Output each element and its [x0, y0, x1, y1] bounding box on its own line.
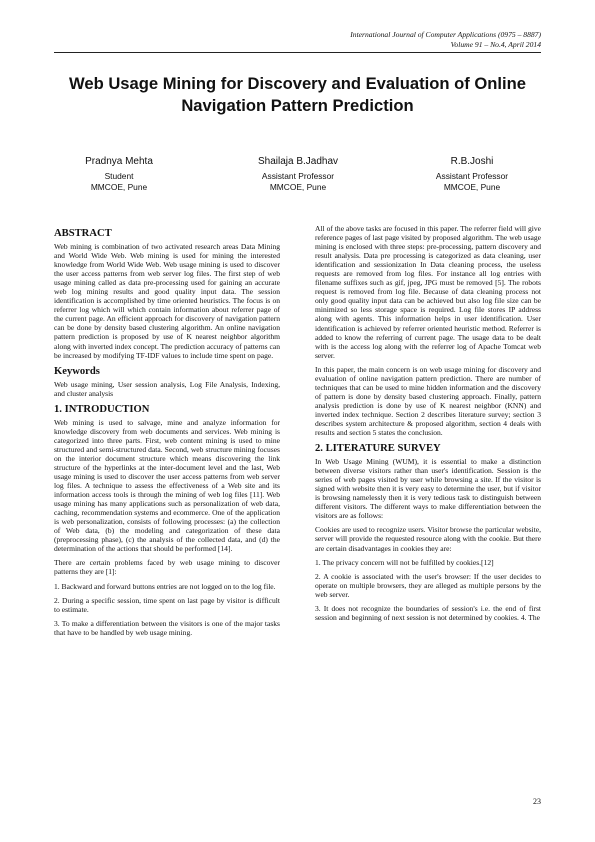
author-1: [34, 156, 204, 193]
author-3: [387, 156, 557, 193]
header-divider: [54, 52, 541, 53]
right-column: [315, 224, 541, 627]
journal-volume: Volume 91 – No.4, April 2014: [450, 39, 541, 49]
author-affiliation: MMCOE, Pune: [269, 182, 327, 192]
abstract-text: Web mining is combination of two activated research areas Data Mining and World Wide Web. Web mining is used for mining the interested knowledge from World Wide Web. Web usage mining is used to discover the user access patterns from web server log files. The first step of web usage mining called as data pre-processing used for gaining an accurate web log mining results and good quality input data. The session identification is accomplished by time oriented heuristics. The focus is on referrer log which will which contain information about referrer page of the current page. An efficient approach for discovery of navigation pattern can be done by density based clustering algorithm. An online navigation pattern prediction is proposed by use of K nearest neighbor algorithm along with inverted index concept. The prediction accuracy of patterns can be increased by modifying TF-IDF values to include time spent on page.: [54, 242, 280, 360]
journal-name: International Journal of Computer Applications (0975 – 8887): [350, 30, 541, 39]
intro-paragraph-1: Web mining is used to salvage, mine and analyze information for knowledge discovery from web documents and services. Web mining is categorized into three parts. First, web content mining is used to mine structured and semi-structured data. Second, web structure mining focuses on the interior document structure which means discovering the link structure of the hyperlinks at the inter-document level and the last, Web usage mining is used to discover the user access patterns from web server log files. A technique to assess the effectiveness of a Web site and its information access tools is through the mining of web log files [11]. Web usage mining has many applications such as personalization of web data, caching, recommendation systems and ecommerce. One of the application is web personalization, consists of following processes: (a) the collection of Web data, (b) the modeling and categorization of these data (preprocessing phase), (c) the analysis of the collected data, and (d) the determination of the actions that should be performed [14].: [54, 417, 280, 554]
abstract-heading: ABSTRACT: [54, 228, 112, 239]
survey-paragraph-1: In Web Usage Mining (WUM), it is essential to make a distinction between diverse visitors rather than user's identification. Session is the series of web pages visited by user while browsing a site. If the visitor is signed with website then it is very easy to determine the user, but if visitor is browsing namelessly then it is very tedious task to distinguish between different visitors. The different ways to make differentiation between the visitors are as follows:: [315, 457, 541, 521]
author-affiliation: MMCOE, Pune: [90, 182, 148, 192]
intro-paragraph-2: There are certain problems faced by web usage mining to discover patterns they are [1]:: [54, 558, 280, 577]
literature-survey-heading: 2. LITERATURE SURVEY: [315, 443, 441, 455]
author-affiliation: MMCOE, Pune: [443, 182, 501, 192]
body-paragraph-1: All of the above tasks are focused in this paper. The referrer field will give reference pages of last page visited by proposed algorithm. The web usage mining is enclosed with three steps: pre-processing, pattern discovery and result analysis. Data pre processing is categorized as data cleaning, user identification and sessionization In Data cleaning process, the useless requests are removed from log files. For instance all log entries with filename suffixes such as gif, jpeg, JPG must be removed [5]. The robots request is removed from log file. Because of data cleaning process not only good quality input data can be achieved but also log file size can be minimized so less storage space is required. Log file stores IP address along with agents. This information helps in user identification. User identification is achieved by referrer oriented heuristic method. Referrer is added to know the referring of current page. The usage data to be dealt with is the access log along with the referrer log of Apache Tomcat web server.: [315, 224, 541, 360]
cookie-issue-1: 1. The privacy concern will not be fulfilled by cookies.[12]: [315, 557, 494, 567]
intro-problem-1: 1. Backward and forward buttons entries are not logged on to the log file.: [54, 581, 276, 591]
keywords-heading: Keywords: [54, 365, 100, 377]
keywords-text: Web usage mining, User session analysis, Log File Analysis, Indexing, and cluster analysis: [54, 379, 280, 398]
left-column: [54, 228, 280, 642]
author-role: Assistant Professor: [435, 171, 509, 181]
author-name: R.B.Joshi: [450, 156, 494, 167]
cookie-issue-3: 3. It does not recognize the boundaries of session's i.e. the end of first session and beginning of next session is not determined by cookies. 4. The: [315, 603, 541, 622]
author-name: Pradnya Mehta: [85, 156, 153, 167]
author-role: Assistant Professor: [261, 171, 335, 181]
body-paragraph-2: In this paper, the main concern is on web usage mining for discovery and evaluation of online navigation pattern prediction. There are number of techniques that can be used to mine hidden information and the discovery of pattern is done by density based clustering approach. Finally, pattern analysis prediction is done by use of K nearest neighbor (KNN) and inverted index technique. Section 2 describes literature survey; section 3 describes system architecture & proposed algorithm, section 4 deals with results and section 5 states the conclusion.: [315, 364, 541, 438]
author-2: [213, 156, 383, 193]
author-name: Shailaja B.Jadhav: [257, 156, 339, 167]
intro-problem-3: 3. To make a differentiation between the visitors is one of the major tasks that have to be handled by web usage mining.: [54, 618, 280, 637]
survey-paragraph-2: Cookies are used to recognize users. Visitor browse the particular website, server will provide the requested resource along with the cookie. But there are certain disadvantages in cookies they are:: [315, 525, 541, 553]
journal-header: [350, 30, 541, 49]
author-role: Student: [104, 171, 134, 181]
cookie-issue-2: 2. A cookie is associated with the user's browser: If the user decides to operate on multiple browsers, they are alleged as multiple persons by the web server.: [315, 571, 541, 599]
page-number: 23: [533, 797, 541, 806]
intro-problem-2: 2. During a specific session, time spent on last page by visitor is difficult to estimate.: [54, 595, 280, 614]
paper-title: Web Usage Mining for Discovery and Evaluation of Online Navigation Pattern Prediction: [68, 74, 527, 115]
introduction-heading: 1. INTRODUCTION: [54, 403, 150, 415]
